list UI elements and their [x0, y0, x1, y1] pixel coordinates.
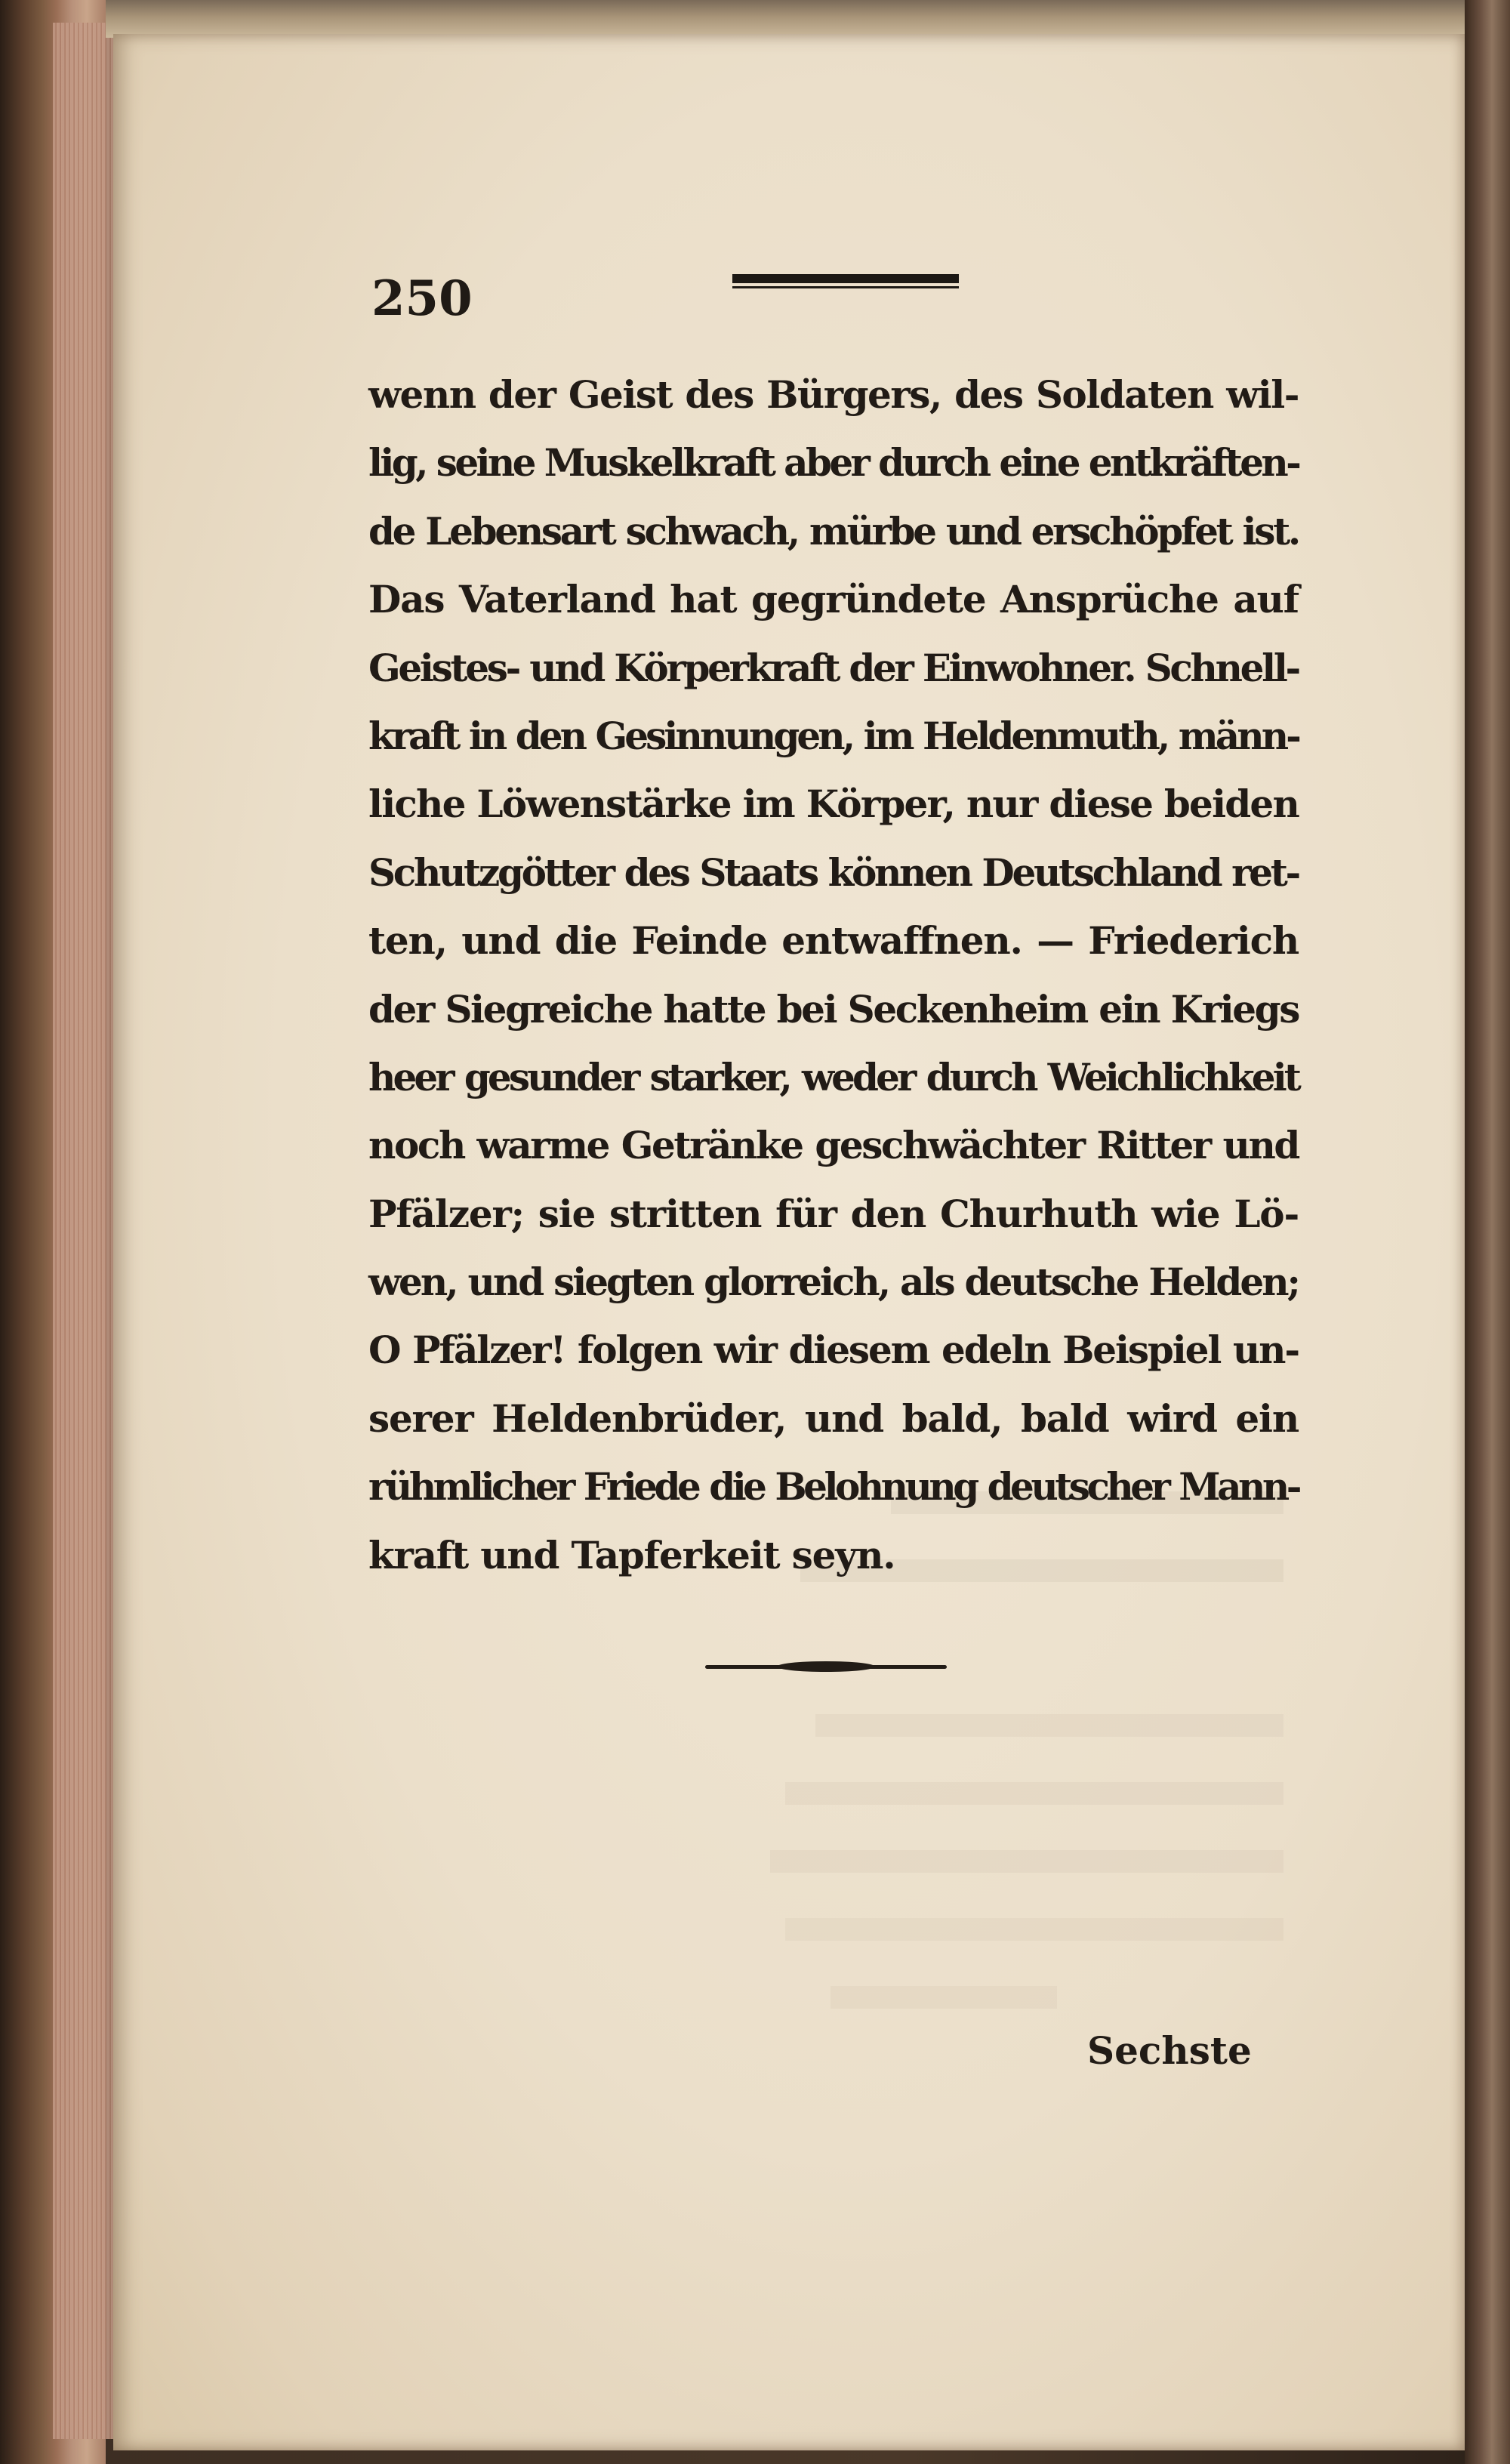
text-line: wenn der Geist des Bürgers, des Soldaten wil- [368, 372, 1299, 417]
text-line: Pfälzer; sie stritten für den Churhuth wie Lö- [368, 1191, 1299, 1236]
text-line: heer gesunder starker, weder durch Weichlichkeit [368, 1054, 1299, 1099]
bleed-through-mark [815, 1714, 1284, 1737]
bleed-through-mark [830, 1986, 1057, 2009]
bleed-through-mark [770, 1850, 1284, 1873]
bleed-through-mark [785, 1918, 1284, 1941]
text-line: Das Vaterland hat gegründete Ansprüche auf [368, 577, 1299, 622]
text-line: liche Löwenstärke im Körper, nur diese beiden [368, 782, 1299, 827]
page-edges [53, 23, 113, 2439]
body-text [368, 361, 1299, 1590]
top-page-edge [106, 0, 1465, 38]
header-rule [732, 274, 959, 291]
text-line: kraft und Tapferkeit seyn. [368, 1532, 895, 1577]
bleed-through-mark [785, 1782, 1284, 1805]
text-line: noch warme Getränke geschwächter Ritter und [368, 1123, 1299, 1168]
text-line: lig, seine Muskelkraft aber durch eine entkräften- [368, 440, 1299, 486]
text-line: O Pfälzer! folgen wir diesem edeln Beispiel un- [368, 1328, 1299, 1373]
text-line: serer Heldenbrüder, und bald, bald wird ein [368, 1395, 1299, 1441]
text-line: kraft in den Gesinnungen, im Heldenmuth, männ- [368, 713, 1299, 758]
text-line: Geistes- und Körperkraft der Einwohner. Schnell- [368, 645, 1299, 690]
text-line: rühmlicher Friede die Belohnung deutscher Mann- [368, 1464, 1299, 1510]
right-page-edge [1465, 0, 1510, 2464]
text-line: Schutzgötter des Staats können Deutschland ret- [368, 850, 1299, 895]
text-line: ten, und die Feinde entwaffnen. — Friederich [368, 918, 1299, 964]
text-line: der Siegreiche hatte bei Seckenheim ein Kriegs [368, 986, 1299, 1032]
text-line: wen, und siegten glorreich, als deutsche Helden; [368, 1260, 1299, 1305]
page-number: 250 [371, 270, 473, 327]
catchword: Sechste [1087, 2028, 1252, 2073]
text-line: de Lebensart schwach, mürbe und erschöpfet ist. [368, 508, 1299, 554]
end-of-section-rule [705, 1661, 947, 1672]
